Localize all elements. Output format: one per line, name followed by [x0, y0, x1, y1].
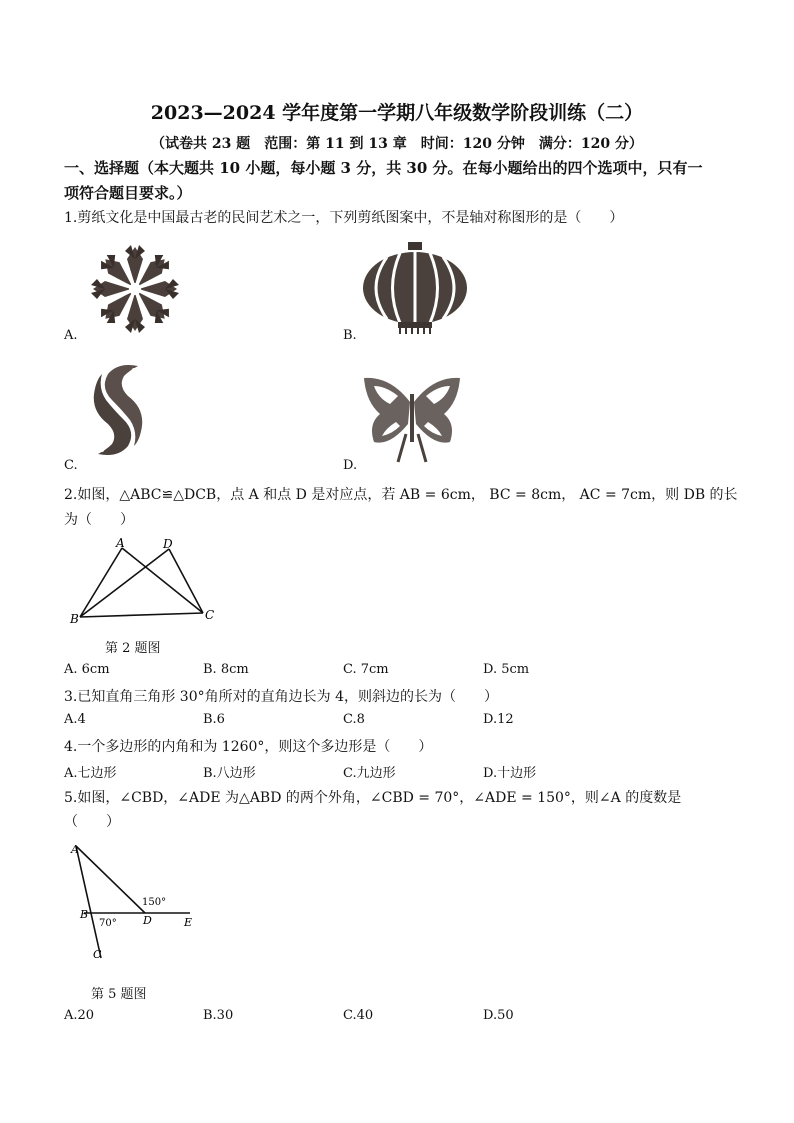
section-heading [64, 156, 734, 206]
q5-label-b: B [80, 908, 89, 921]
q5-stem-line2: （ ） [64, 814, 120, 830]
snowflake-papercut-image [80, 244, 190, 334]
page-title: 2023—2024 学年度第一学期八年级数学阶段训练（二） [150, 102, 644, 124]
q4-stem: 4.一个多边形的内角和为 1260°，则这个多边形是（ ） [64, 739, 433, 755]
butterfly-papercut-image [360, 372, 464, 466]
q3-option-b[interactable]: B.6 [203, 712, 225, 727]
q5-figure-caption: 第 5 题图 [91, 987, 147, 1002]
q4-option-c[interactable]: C.九边形 [343, 766, 396, 781]
q4-option-d[interactable]: D.十边形 [483, 766, 537, 781]
q5-angle-figure [66, 838, 206, 968]
q3-stem: 3.已知直角三角形 30°角所对的直角边长为 4，则斜边的长为（ ） [64, 689, 498, 705]
q2-label-d: D [163, 537, 173, 551]
q4-option-a[interactable]: A.七边形 [64, 766, 117, 781]
q5-option-b[interactable]: B.30 [203, 1008, 234, 1023]
q2-label-b: B [70, 612, 79, 626]
lantern-papercut-image [360, 240, 470, 335]
section-heading-line1: 一、选择题（本大题共 10 小题，每小题 3 分，共 30 分。在每小题给出的四个选项中，只有一 [64, 159, 703, 177]
q1-stem: 1.剪纸文化是中国最古老的民间艺术之一，下列剪纸图案中，不是轴对称图形的是（ ） [64, 210, 624, 226]
q2-stem-line1: 2.如图，△ABC≌△DCB，点 A 和点 D 是对应点，若 AB = 6cm， BC = 8cm， AC = 7cm，则 DB 的长 [64, 487, 738, 503]
q3-option-a[interactable]: A.4 [64, 712, 86, 727]
q5-angle-70-label: 70° [99, 918, 117, 929]
q3-option-d[interactable]: D.12 [483, 712, 514, 727]
q2-label-a: A [116, 536, 125, 550]
q4-option-b[interactable]: B.八边形 [203, 766, 256, 781]
q1-option-b[interactable]: B. [343, 328, 357, 343]
q1-option-d[interactable]: D. [343, 458, 358, 473]
q3-option-c[interactable]: C.8 [343, 712, 365, 727]
q2-option-d[interactable]: D. 5cm [483, 662, 530, 677]
q2-stem-line2: 为（ ） [64, 512, 134, 528]
exam-info: （试卷共 23 题 范围：第 11 到 13 章 时间：120 分钟 满分：120 分） [151, 136, 643, 152]
q5-option-c[interactable]: C.40 [343, 1008, 374, 1023]
koi-fish-papercut-image [78, 360, 158, 460]
section-heading-line2: 项符合题目要求。） [64, 184, 192, 202]
q5-label-d: D [143, 914, 152, 927]
q2-option-b[interactable]: B. 8cm [203, 662, 249, 677]
q5-angle-150-label: 150° [142, 897, 167, 908]
q2-figure-caption: 第 2 题图 [105, 641, 161, 656]
q1-option-a[interactable]: A. [64, 328, 78, 343]
q5-option-d[interactable]: D.50 [483, 1008, 514, 1023]
q2-option-a[interactable]: A. 6cm [64, 662, 110, 677]
q5-label-e: E [184, 916, 193, 929]
q1-option-c[interactable]: C. [64, 458, 78, 473]
q5-stem-line1: 5.如图，∠CBD，∠ADE 为△ABD 的两个外角，∠CBD = 70°，∠ADE = 150°，则∠A 的度数是 [64, 790, 682, 806]
q2-label-c: C [205, 608, 215, 622]
q2-option-c[interactable]: C. 7cm [343, 662, 389, 677]
q2-triangle-figure [66, 535, 226, 630]
q5-option-a[interactable]: A.20 [64, 1008, 95, 1023]
q5-label-c: C [93, 948, 102, 961]
q5-label-a: A [71, 843, 79, 856]
